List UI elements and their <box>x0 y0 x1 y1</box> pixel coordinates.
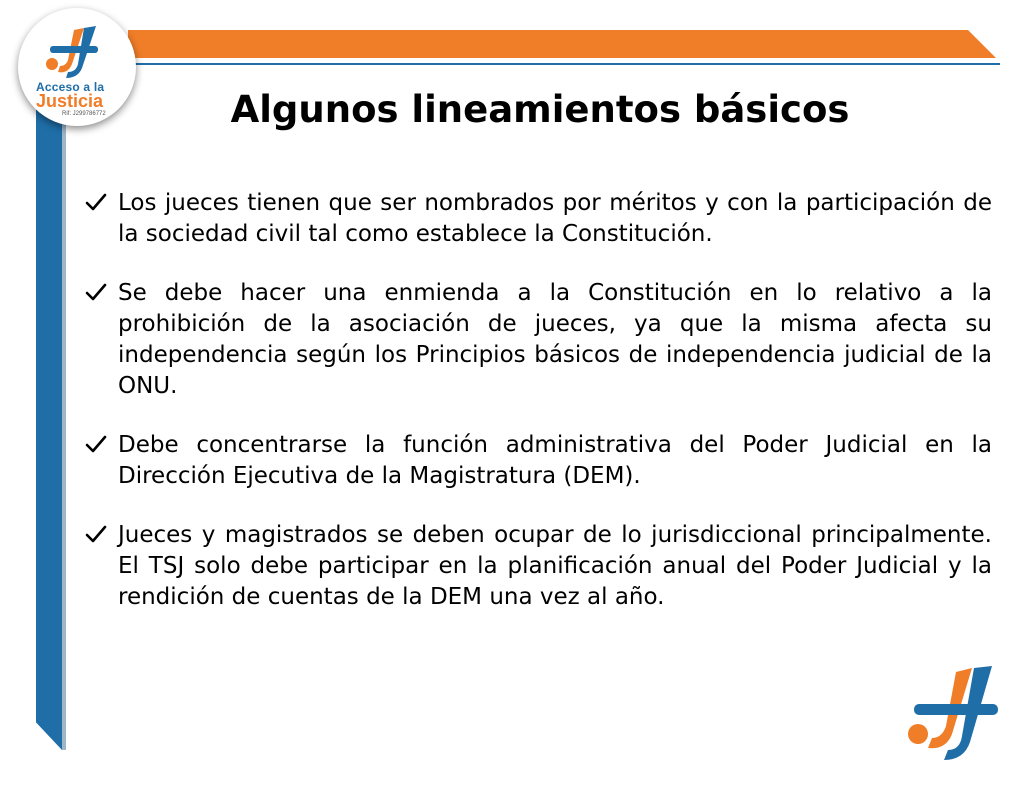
list-item <box>84 188 992 250</box>
checkmark-icon <box>84 522 108 546</box>
list-item <box>84 278 992 402</box>
logo-text-acceso: Acceso a la <box>36 80 105 94</box>
header-blue-line <box>128 63 1000 65</box>
list-item <box>84 520 992 613</box>
checkmark-icon <box>84 190 108 214</box>
bullet-text: Los jueces tienen que ser nombrados por méritos y con la participación de la sociedad civil tal como establece la Constitución. <box>118 190 992 247</box>
checkmark-icon <box>84 432 108 456</box>
bullet-text: Debe concentrarse la función administrativa del Poder Judicial en la Dirección Ejecutiva de la Magistratura (DEM). <box>118 432 992 489</box>
logo-text-justicia: Justicia <box>36 91 104 111</box>
corner-logo-icon <box>904 664 1008 768</box>
list-item <box>84 430 992 492</box>
page-title: Algunos lineamientos básicos <box>230 88 850 131</box>
header-orange-band <box>128 30 996 58</box>
logo-badge <box>18 8 136 126</box>
bullet-list <box>84 188 992 641</box>
checkmark-icon <box>84 280 108 304</box>
bullet-text: Jueces y magistrados se deben ocupar de lo jurisdiccional principalmente. El TSJ solo debe participar en la planificación anual del Poder Judicial y la rendición de cuentas de la DEM una vez al año. <box>118 522 992 610</box>
left-blue-bar <box>36 60 62 750</box>
bullet-text: Se debe hacer una enmienda a la Constitución en lo relativo a la prohibición de la asociación de jueces, ya que la misma afecta su independencia según los Principios básicos de independencia judicial de la ONU. <box>118 280 992 399</box>
left-bar-shadow <box>62 100 66 750</box>
logo-text-rif: Rif: J299786772 <box>62 111 106 117</box>
acceso-justicia-logo-icon <box>44 24 104 80</box>
